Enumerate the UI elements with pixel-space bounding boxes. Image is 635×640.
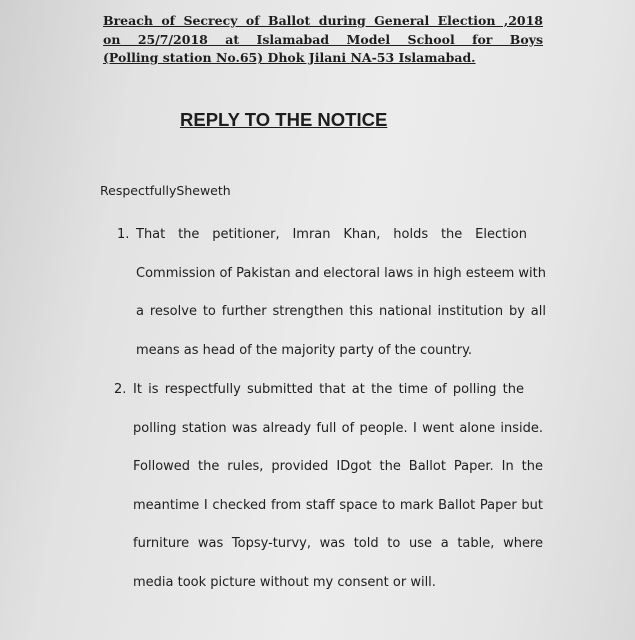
paragraph-number: 2. [114,382,127,397]
salutation: RespectfullySheweth [100,183,231,198]
document-heading [103,12,543,68]
heading-line: (Polling station No.65) Dhok Jilani NA-53 Islamabad. [103,50,476,65]
document-title: REPLY TO THE NOTICE [180,109,388,130]
paragraph-line: furniture was Topsy-turvy, was told to use a table, where [133,536,543,551]
paragraph-number: 1. [117,227,130,242]
paragraph-line: It is respectfully submitted that at the time of polling the [133,382,524,397]
paragraph-line: Commission of Pakistan and electoral laws in high esteem with [136,265,546,281]
paragraph-1 [117,216,557,370]
paragraph-line: Followed the rules, provided IDgot the Ballot Paper. In the [133,459,543,474]
paragraph-line: meantime I checked from staff space to mark Ballot Paper but [133,497,543,513]
paragraph-line: a resolve to further strengthen this national institution by all [136,304,546,319]
paragraph-line: polling station was already full of people. I went alone inside. [133,420,543,436]
paragraph-line: That the petitioner, Imran Khan, holds the Election [136,227,527,242]
paragraph-2 [114,371,554,602]
paragraph-line: means as head of the majority party of the country. [136,342,473,358]
heading-line: on 25/7/2018 at Islamabad Model School for Boys [103,31,543,47]
paragraph-line: media took picture without my consent or will. [133,574,436,590]
heading-line: Breach of Secrecy of Ballot during General Election ,2018 [103,13,543,28]
